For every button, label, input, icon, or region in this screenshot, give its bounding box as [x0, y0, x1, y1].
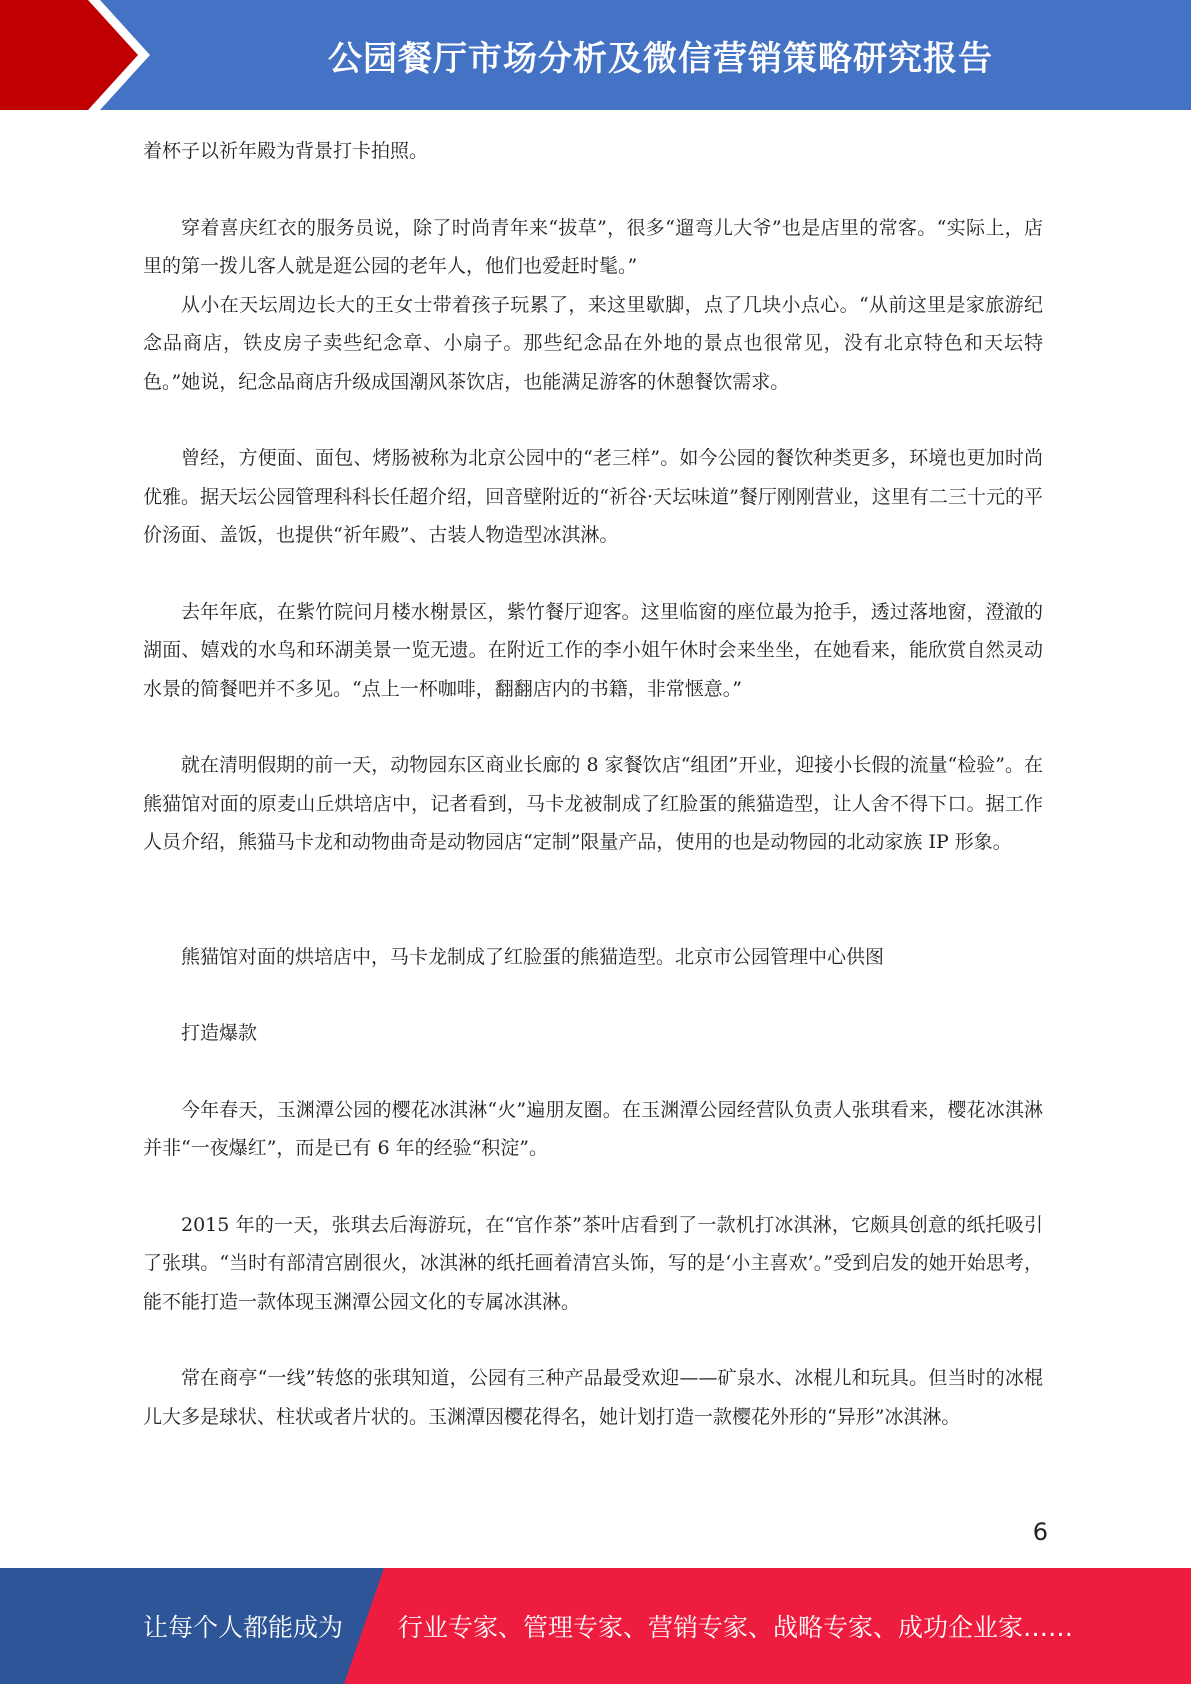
paragraph: 常在商亭“一线”转悠的张琪知道，公园有三种产品最受欢迎——矿泉水、冰棍儿和玩具。但当时的冰棍儿大多是球状、柱状或者片状的。玉渊潭因樱花得名，她计划打造一款樱花外形的“异形”冰淇淋。	[143, 1367, 1043, 1428]
page-footer	[0, 1568, 1191, 1684]
report-title: 公园餐厅市场分析及微信营销策略研究报告	[328, 38, 993, 79]
footer-slogan-left: 让每个人都能成为	[143, 1613, 344, 1642]
section-heading: 打造爆款	[181, 1022, 258, 1044]
paragraph: 去年年底，在紫竹院问月楼水榭景区，紫竹餐厅迎客。这里临窗的座位最为抢手，透过落地窗，澄澈的湖面、嬉戏的水鸟和环湖美景一览无遗。在附近工作的李小姐午休时会来坐坐，在她看来，能欣赏自然灵动水景的简餐吧并不多见。“点上一杯咖啡，翻翻店内的书籍，非常惬意。”	[143, 600, 1043, 700]
image-caption: 熊猫馆对面的烘培店中，马卡龙制成了红脸蛋的熊猫造型。北京市公园管理中心供图	[181, 945, 885, 968]
page-header	[0, 0, 1191, 110]
paragraph: 2015 年的一天，张琪去后海游玩，在“官作茶”茶叶店看到了一款机打冰淇淋，它颇具创意的纸托吸引了张琪。“当时有部清宫剧很火，冰淇淋的纸托画着清宫头饰，写的是‘小主喜欢’。”受到启发的她开始思考，能不能打造一款体现玉渊潭公园文化的专属冰淇淋。	[143, 1213, 1043, 1313]
article-body	[143, 132, 1043, 1436]
page-number: 6	[1032, 1518, 1048, 1546]
footer-slogan-right: 行业专家、管理专家、营销专家、战略专家、成功企业家……	[398, 1613, 1074, 1642]
paragraph: 曾经，方便面、面包、烤肠被称为北京公园中的“老三样”。如今公园的餐饮种类更多，环境也更加时尚优雅。据天坛公园管理科科长任超介绍，回音壁附近的“祈谷·天坛味道”餐厅刚刚营业，这里有二三十元的平价汤面、盖饭，也提供“祈年殿”、古装人物造型冰淇淋。	[143, 447, 1043, 546]
paragraph: 穿着喜庆红衣的服务员说，除了时尚青年来“拔草”，很多“遛弯儿大爷”也是店里的常客。“实际上，店里的第一拨儿客人就是逛公园的老年人，他们也爱赶时髦。”	[143, 216, 1043, 277]
paragraph: 就在清明假期的前一天，动物园东区商业长廊的 8 家餐饮店“组团”开业，迎接小长假的流量“检验”。在熊猫馆对面的原麦山丘烘培店中，记者看到，马卡龙被制成了红脸蛋的熊猫造型，让人舍不得下口。据工作人员介绍，熊猫马卡龙和动物曲奇是动物园店“定制”限量产品，使用的也是动物园的北动家族 IP 形象。	[143, 754, 1043, 853]
paragraph: 从小在天坛周边长大的王女士带着孩子玩累了，来这里歇脚，点了几块小点心。“从前这里是家旅游纪念品商店，铁皮房子卖些纪念章、小扇子。那些纪念品在外地的景点也很常见，没有北京特色和天坛特色。”她说，纪念品商店升级成国潮风茶饮店，也能满足游客的休憩餐饮需求。	[143, 293, 1043, 393]
paragraph: 今年春天，玉渊潭公园的樱花冰淇淋“火”遍朋友圈。在玉渊潭公园经营队负责人张琪看来，樱花冰淇淋并非“一夜爆红”，而是已有 6 年的经验“积淀”。	[143, 1098, 1043, 1159]
paragraph: 着杯子以祈年殿为背景打卡拍照。	[143, 140, 429, 162]
